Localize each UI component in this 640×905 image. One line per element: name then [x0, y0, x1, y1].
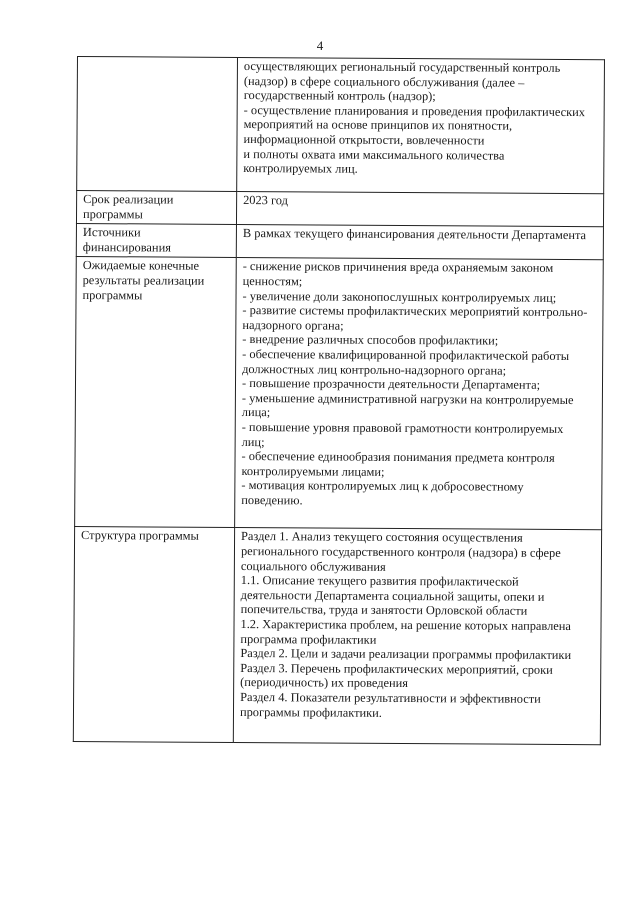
content-line: контролируемых лиц.	[243, 161, 358, 176]
content-line: поведению.	[241, 492, 303, 508]
content-line: - развитие системы профилактических мероприятий контрольно-	[242, 303, 588, 320]
content-line: контролируемыми лицами;	[241, 463, 385, 479]
content-line: деятельности Департамента социальной защиты, опеки и	[240, 587, 545, 604]
table-row	[76, 224, 603, 260]
content-line: надзорного органа;	[242, 317, 344, 333]
row-label: Срок реализации программы	[76, 191, 236, 225]
content-line: - увеличение доли законопослушных контролируемых лиц;	[242, 288, 557, 305]
row-content	[235, 258, 604, 530]
content-line: 1.2. Характеристика проблем, на решение которых направлена	[240, 616, 572, 633]
content-line: Раздел 3. Перечень профилактических мероприятий, сроки	[240, 660, 553, 677]
content-line: регионального государственного контроля (надзора) в сфере	[240, 543, 561, 560]
content-line: - повышение прозрачности деятельности Департамента;	[241, 376, 541, 392]
content-line: Раздел 2. Цели и задачи реализации программы профилактики	[240, 646, 572, 663]
content-line: - уменьшение административной нагрузки на контролируемые	[241, 390, 574, 407]
row-content	[236, 225, 603, 260]
program-passport-table	[73, 56, 605, 746]
table-row	[73, 527, 601, 745]
content-line: государственный контроль (надзор);	[243, 88, 436, 104]
content-line: (надзор) в сфере социального обслуживания (далее –	[243, 73, 525, 90]
content-line: осуществляющих региональный государственный контроль	[243, 59, 561, 75]
content-line: - внедрение различных способов профилактики;	[242, 332, 499, 348]
row-label: Структура программы	[73, 527, 234, 743]
content-line: социального обслуживания	[240, 558, 386, 574]
content-line: лиц;	[241, 434, 265, 449]
content-line: и полноты охвата ими максимального количества	[243, 146, 505, 163]
content-line: В рамках текущего финансирования деятельности Департамента	[242, 226, 587, 243]
table-row	[77, 57, 605, 194]
row-content	[236, 191, 603, 226]
content-line: информационной открытости, вовлеченности	[243, 131, 485, 148]
content-line: лица;	[241, 405, 271, 420]
content-line: 2023 год	[243, 193, 288, 208]
content-line: программа профилактики	[240, 631, 377, 647]
content-line: - осуществление планирования и проведения профилактических	[243, 102, 586, 119]
content-line: Раздел 1. Анализ текущего состояния осуществления	[241, 529, 523, 546]
content-line: (периодичность) их проведения	[240, 675, 409, 691]
table-row	[76, 191, 603, 227]
content-line: 1.1. Описание текущего развития профилактической	[240, 573, 519, 589]
content-line: - мотивация контролируемых лиц к добросовестному	[241, 478, 524, 495]
content-line: попечительства, труда и занятости Орловской области	[240, 602, 528, 619]
row-content	[233, 528, 601, 745]
page-number: 4	[316, 38, 324, 53]
row-label	[77, 57, 238, 192]
content-line: мероприятий на основе принципов их понятности,	[243, 117, 513, 134]
row-label: Источники финансирования	[76, 224, 236, 258]
content-line: программы профилактики.	[239, 704, 382, 720]
row-label: Ожидаемые конечные результаты реализации программы	[75, 257, 237, 528]
row-content	[237, 57, 605, 193]
content-line: - обеспечение квалифицированной профилактической работы	[242, 346, 570, 363]
content-line: - снижение рисков причинения вреда охраняемым законом	[242, 259, 554, 276]
content-line: ценностям;	[242, 273, 303, 289]
content-line: Раздел 4. Показатели результативности и эффективности	[240, 689, 541, 706]
content-line: - обеспечение единообразия понимания предмета контроля	[241, 449, 555, 466]
content-line: - повышение уровня правовой грамотности контролируемых	[241, 419, 564, 436]
table-row	[75, 257, 604, 530]
content-line: должностных лиц контрольно-надзорного органа;	[242, 361, 507, 378]
